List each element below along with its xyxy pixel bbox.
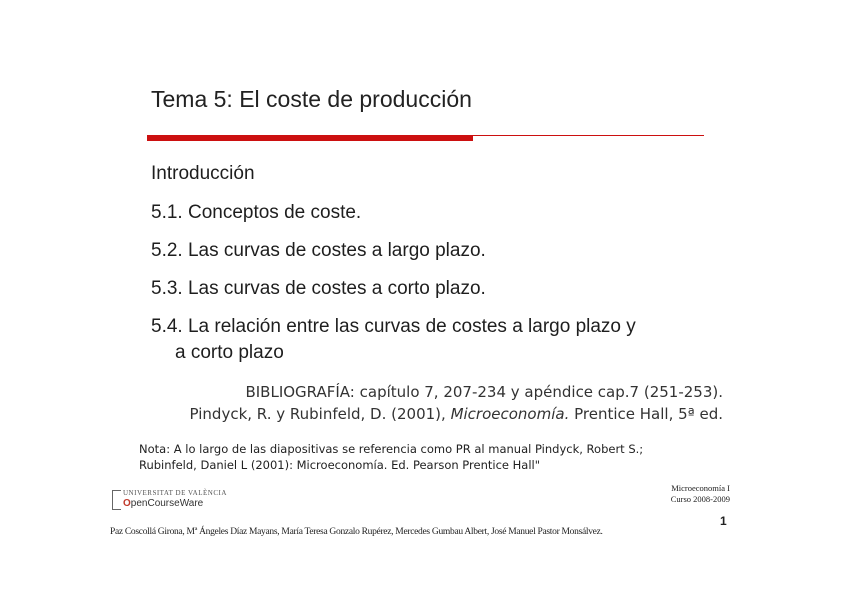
authors-footer: Paz Coscollá Girona, Mª Ángeles Díaz Mayans, María Teresa Gonzalo Rupérez, Mercedes Gumbau Albert, José Manuel Pastor Monsálvez.: [110, 527, 603, 537]
toc-item-5-1: 5.1. Conceptos de coste.: [151, 202, 362, 223]
toc-item-5-2: 5.2. Las curvas de costes a largo plazo.: [151, 240, 486, 261]
bibliography-publisher: Prentice Hall, 5ª ed.: [569, 405, 723, 423]
toc-item-5-4-continued: a corto plazo: [175, 342, 284, 363]
logo-ocw-o: O: [123, 498, 131, 509]
toc-item-intro: Introducción: [151, 163, 255, 184]
bibliography: [140, 381, 723, 425]
bibliography-authors: Pindyck, R. y Rubinfeld, D. (2001),: [189, 405, 451, 423]
toc-item-5-3: 5.3. Las curvas de costes a corto plazo.: [151, 278, 486, 299]
bibliography-line-1: BIBLIOGRAFÍA: capítulo 7, 207-234 y apéndice cap.7 (251-253).: [245, 383, 723, 401]
note: [139, 441, 739, 473]
title-underline-thick: [147, 135, 473, 141]
course-info: [671, 483, 730, 505]
title-underline-thin: [473, 135, 704, 136]
bibliography-book-title: Microeconomía.: [450, 405, 570, 423]
course-name: Microeconomía I: [671, 483, 730, 493]
note-line-2: Rubinfeld, Daniel L (2001): Microeconomía. Ed. Pearson Prentice Hall": [139, 458, 541, 472]
page-number: 1: [720, 514, 727, 528]
logo-bracket-icon: [112, 490, 121, 510]
bibliography-line-2: [140, 403, 723, 425]
toc-item-5-4: 5.4. La relación entre las curvas de costes a largo plazo y: [151, 316, 636, 337]
logo-university: UNIVERSITAT DE VALÈNCIA: [123, 489, 227, 497]
slide-title: Tema 5: El coste de producción: [151, 86, 472, 112]
opencourseware-logo: [112, 489, 227, 513]
logo-ocw-rest: penCourseWare: [130, 498, 204, 509]
course-year: Curso 2008-2009: [670, 494, 730, 504]
note-line-1: Nota: A lo largo de las diapositivas se referencia como PR al manual Pindyck, Robert S.;: [139, 442, 644, 456]
logo-ocw-text: [123, 498, 203, 509]
